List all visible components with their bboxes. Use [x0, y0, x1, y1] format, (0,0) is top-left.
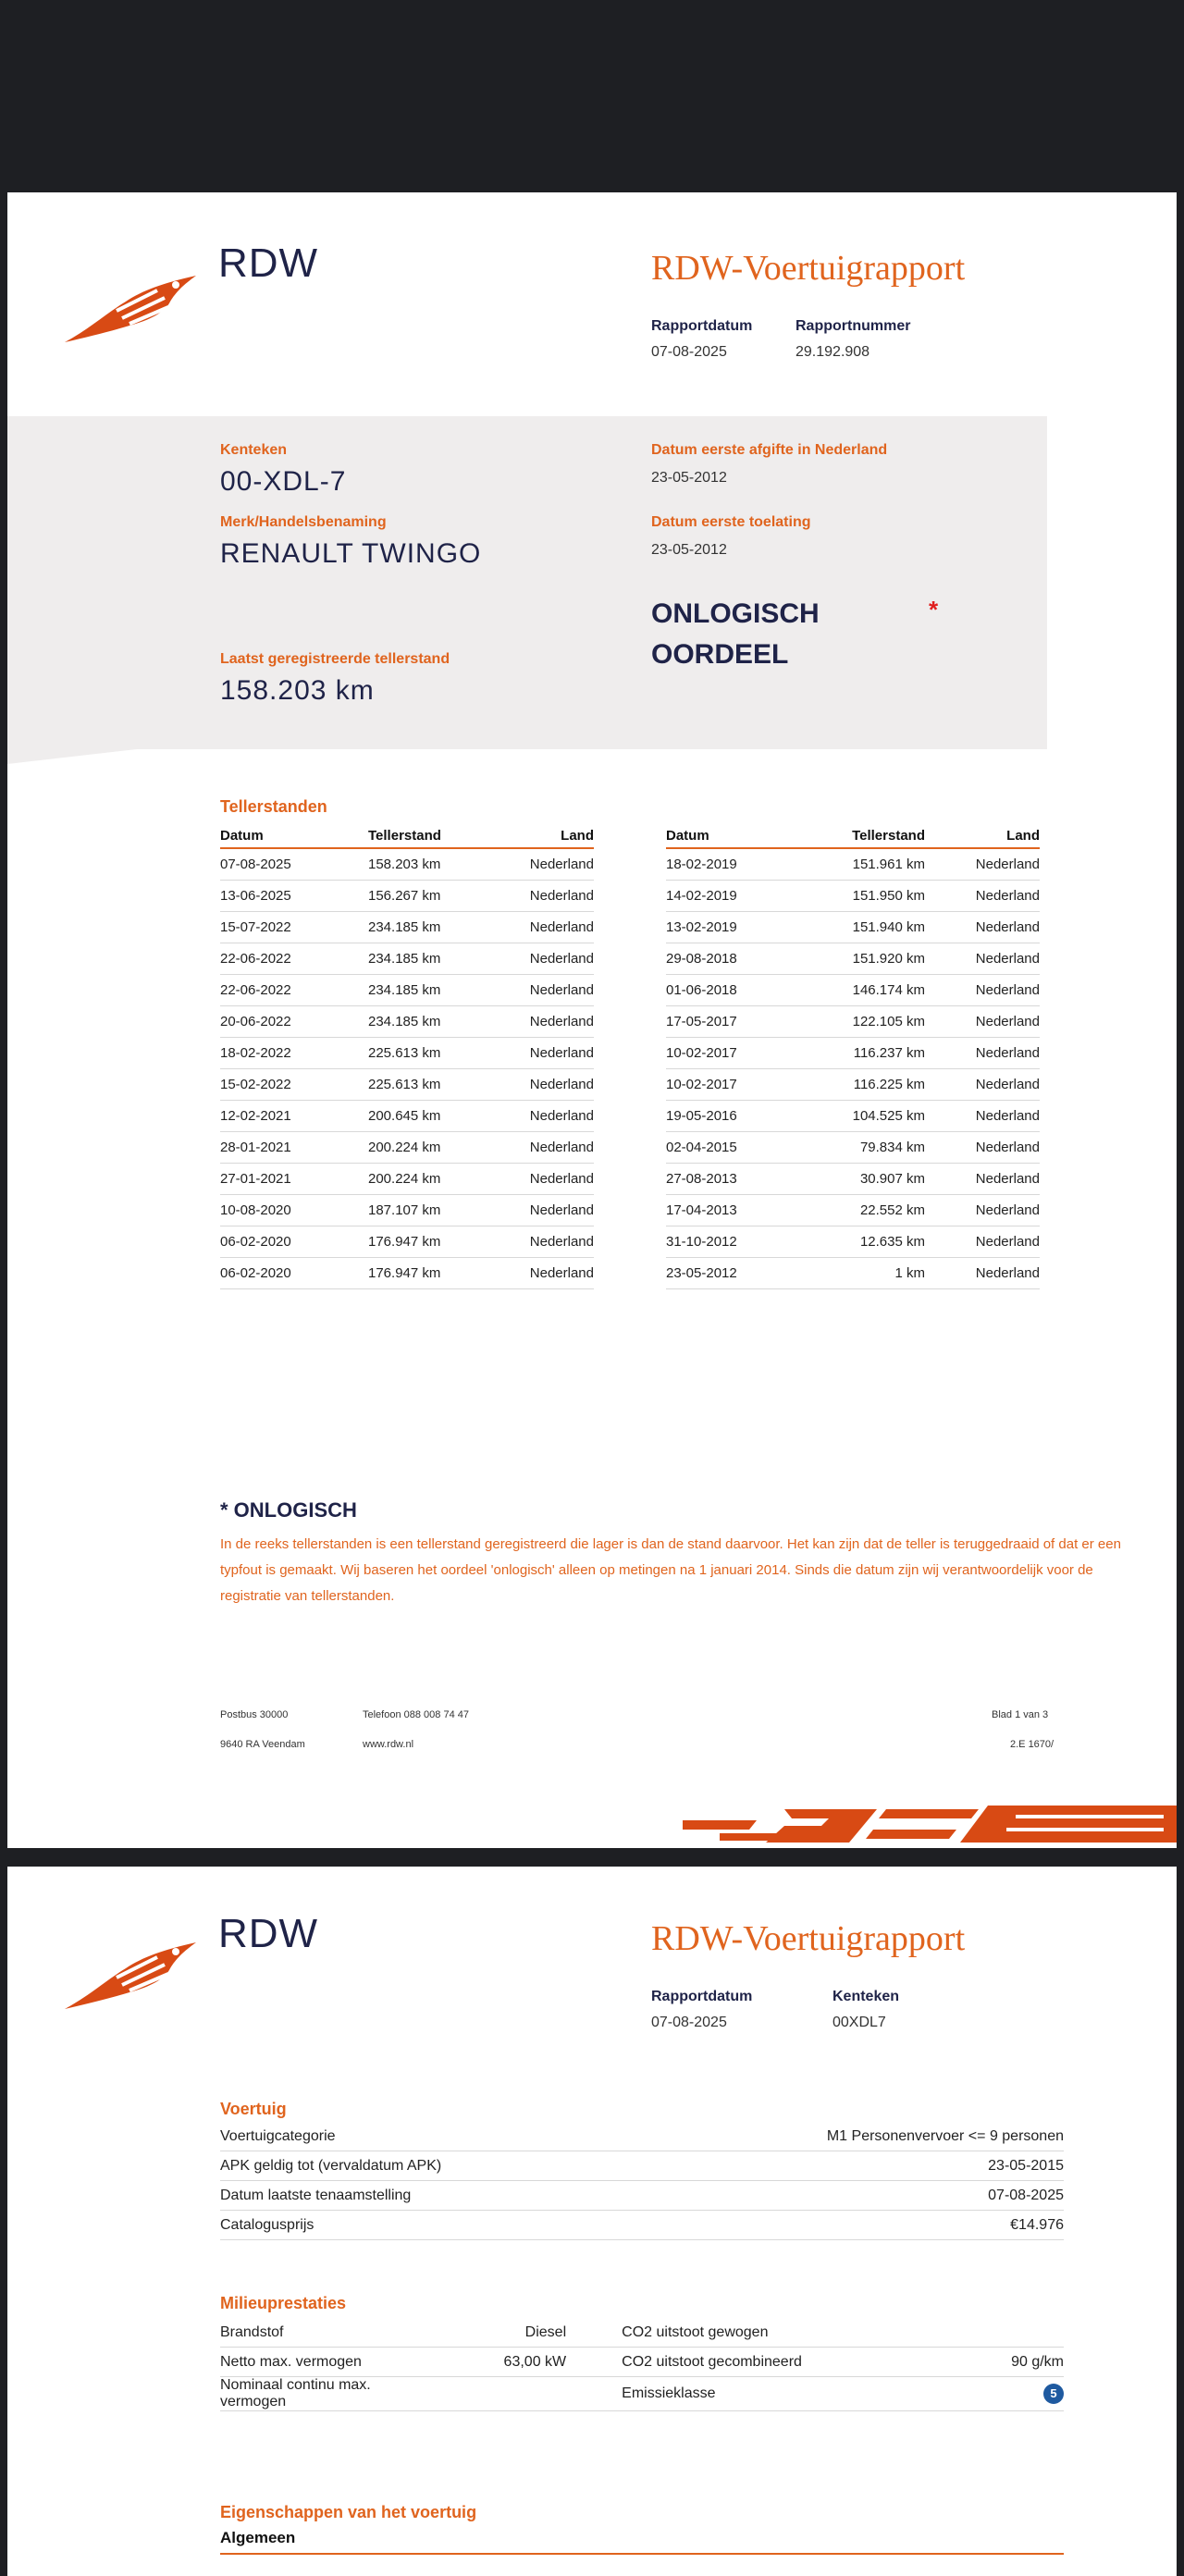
voertuig-key: Datum laatste tenaamstelling	[220, 2181, 627, 2211]
header-land: Land	[925, 823, 1040, 848]
milieu-key-2: CO2 uitstoot gewogen	[566, 2318, 907, 2348]
row-tellerstand: 116.237 km	[805, 1038, 925, 1069]
milieu-key: Netto max. vermogen	[220, 2348, 437, 2377]
rdw-logo-icon	[61, 1931, 200, 2015]
row-tellerstand: 200.224 km	[368, 1164, 488, 1195]
merk-value: RENAULT TWINGO	[220, 538, 482, 569]
row-datum: 17-05-2017	[666, 1006, 805, 1038]
tellerstand-row	[666, 1006, 1040, 1038]
brand-name: RDW	[218, 240, 319, 286]
milieu-value-2	[907, 2377, 1064, 2411]
row-datum: 06-02-2020	[220, 1258, 368, 1289]
tellerstand-row	[220, 1226, 594, 1258]
tellerstand-row	[220, 1038, 594, 1069]
row-datum: 18-02-2019	[666, 848, 805, 881]
row-land: Nederland	[925, 975, 1040, 1006]
tellerstand-row	[666, 975, 1040, 1006]
afgifte-value: 23-05-2012	[651, 470, 727, 486]
milieu-row	[220, 2318, 1064, 2348]
row-land: Nederland	[925, 848, 1040, 881]
toelating-label: Datum eerste toelating	[651, 514, 811, 530]
row-datum: 22-06-2022	[220, 943, 368, 975]
tellerstand-row	[666, 1164, 1040, 1195]
teller-value: 158.203 km	[220, 675, 375, 706]
voertuig-key: Catalogusprijs	[220, 2211, 627, 2240]
row-land: Nederland	[488, 1132, 594, 1164]
row-datum: 20-06-2022	[220, 1006, 368, 1038]
tellerstand-row	[666, 1132, 1040, 1164]
tellerstand-row	[666, 1069, 1040, 1101]
tellerstand-row	[666, 881, 1040, 912]
row-land: Nederland	[488, 1101, 594, 1132]
row-tellerstand: 12.635 km	[805, 1226, 925, 1258]
meta-label-rapportdatum: Rapportdatum	[651, 318, 753, 334]
row-land: Nederland	[925, 1006, 1040, 1038]
tellerstand-row	[220, 881, 594, 912]
tellerstand-row	[220, 975, 594, 1006]
row-tellerstand: 122.105 km	[805, 1006, 925, 1038]
voertuig-key: APK geldig tot (vervaldatum APK)	[220, 2151, 627, 2181]
row-tellerstand: 225.613 km	[368, 1038, 488, 1069]
row-tellerstand: 151.940 km	[805, 912, 925, 943]
row-datum: 15-07-2022	[220, 912, 368, 943]
row-land: Nederland	[488, 943, 594, 975]
milieu-title: Milieuprestaties	[220, 2294, 347, 2312]
row-tellerstand: 156.267 km	[368, 881, 488, 912]
row-datum: 15-02-2022	[220, 1069, 368, 1101]
merk-label: Merk/Handelsbenaming	[220, 514, 387, 530]
note-text: In de reeks tellerstanden is een tellerstand geregistreerd die lager is dan de stand daarvoor. Het kan zijn dat de teller is teruggedraaid of dat er een typfout is gemaakt. Wij baseren het oordeel 'onlogisch' alleen op metingen na 1 januari 2014. Sinds die datum zijn wij verantwoordelijk voor de registratie van tellerstanden.	[220, 1536, 1121, 1604]
row-datum: 17-04-2013	[666, 1195, 805, 1226]
tellerstand-row	[220, 1164, 594, 1195]
row-land: Nederland	[925, 1195, 1040, 1226]
voertuig-value: 23-05-2015	[627, 2151, 1064, 2181]
eigenschappen-title: Eigenschappen van het voertuig	[220, 2503, 477, 2521]
row-tellerstand: 79.834 km	[805, 1132, 925, 1164]
row-tellerstand: 176.947 km	[368, 1226, 488, 1258]
tellerstand-row	[220, 1069, 594, 1101]
tellerstand-row	[220, 1101, 594, 1132]
row-tellerstand: 187.107 km	[368, 1195, 488, 1226]
row-datum: 12-02-2021	[220, 1101, 368, 1132]
row-datum: 02-04-2015	[666, 1132, 805, 1164]
row-datum: 01-06-2018	[666, 975, 805, 1006]
tellerstand-row	[666, 1226, 1040, 1258]
header-tellerstand: Tellerstand	[805, 823, 925, 848]
row-tellerstand: 176.947 km	[368, 1258, 488, 1289]
milieu-row	[220, 2348, 1064, 2377]
row-tellerstand: 22.552 km	[805, 1195, 925, 1226]
tellerstand-row	[666, 1101, 1040, 1132]
tellerstand-row	[666, 1195, 1040, 1226]
footer-blad: Blad 1 van 3	[992, 1709, 1049, 1720]
row-land: Nederland	[488, 1006, 594, 1038]
voertuig-row	[220, 2211, 1064, 2240]
row-datum: 07-08-2025	[220, 848, 368, 881]
milieu-value-2: 90 g/km	[907, 2348, 1064, 2377]
tellerstand-row	[666, 912, 1040, 943]
voertuig-value: €14.976	[627, 2211, 1064, 2240]
report-page-2	[7, 1867, 1177, 2576]
row-datum: 31-10-2012	[666, 1226, 805, 1258]
voertuig-value: M1 Personenvervoer <= 9 personen	[627, 2122, 1064, 2151]
row-land: Nederland	[488, 1069, 594, 1101]
oordeel-line-2: OORDEEL	[651, 639, 789, 670]
rdw-logo-icon	[61, 265, 200, 348]
row-tellerstand: 158.203 km	[368, 848, 488, 881]
tellerstand-row	[220, 1132, 594, 1164]
header-datum: Datum	[220, 823, 368, 848]
header-tellerstand: Tellerstand	[368, 823, 488, 848]
tellerstand-row	[220, 912, 594, 943]
report-page-1	[7, 192, 1177, 1848]
tellerstand-row	[220, 1258, 594, 1289]
report-title: RDW-Voertuigrapport	[651, 1919, 966, 1958]
row-land: Nederland	[925, 912, 1040, 943]
row-datum: 23-05-2012	[666, 1258, 805, 1289]
voertuig-row	[220, 2181, 1064, 2211]
row-tellerstand: 234.185 km	[368, 1006, 488, 1038]
row-tellerstand: 30.907 km	[805, 1164, 925, 1195]
tellerstand-row	[666, 848, 1040, 881]
row-land: Nederland	[925, 1101, 1040, 1132]
row-tellerstand: 104.525 km	[805, 1101, 925, 1132]
voertuig-row	[220, 2122, 1064, 2151]
row-tellerstand: 1 km	[805, 1258, 925, 1289]
row-tellerstand: 151.920 km	[805, 943, 925, 975]
kenteken-value: 00-XDL-7	[220, 466, 347, 497]
row-land: Nederland	[488, 1258, 594, 1289]
meta-value-rapportdatum: 07-08-2025	[651, 2015, 727, 2030]
row-land: Nederland	[925, 1164, 1040, 1195]
tellerstand-row	[220, 848, 594, 881]
row-datum: 14-02-2019	[666, 881, 805, 912]
voertuig-value: 07-08-2025	[627, 2181, 1064, 2211]
kenteken-label: Kenteken	[220, 442, 288, 458]
row-tellerstand: 151.950 km	[805, 881, 925, 912]
oordeel-line-1: ONLOGISCH	[651, 598, 820, 629]
milieu-table	[220, 2318, 1064, 2411]
footer-code: 2.E 1670/	[1010, 1739, 1054, 1750]
meta-value-kenteken: 00XDL7	[832, 2015, 886, 2030]
tellerstand-row	[220, 943, 594, 975]
tellerstanden-table-right	[666, 823, 1040, 1289]
footer-phone: Telefoon 088 008 74 47	[363, 1709, 469, 1720]
row-land: Nederland	[488, 975, 594, 1006]
milieu-key-2: CO2 uitstoot gecombineerd	[566, 2348, 907, 2377]
row-datum: 28-01-2021	[220, 1132, 368, 1164]
row-datum: 06-02-2020	[220, 1226, 368, 1258]
tellerstand-row	[220, 1195, 594, 1226]
row-land: Nederland	[488, 1164, 594, 1195]
note-title: * ONLOGISCH	[220, 1498, 357, 1522]
teller-label: Laatst geregistreerde tellerstand	[220, 651, 450, 667]
footer-city: 9640 RA Veendam	[220, 1739, 305, 1750]
row-tellerstand: 146.174 km	[805, 975, 925, 1006]
row-land: Nederland	[488, 881, 594, 912]
row-tellerstand: 234.185 km	[368, 943, 488, 975]
row-land: Nederland	[925, 1226, 1040, 1258]
row-tellerstand: 151.961 km	[805, 848, 925, 881]
milieu-value	[437, 2377, 566, 2411]
voertuig-table	[220, 2122, 1064, 2240]
row-land: Nederland	[925, 1038, 1040, 1069]
milieu-value-2	[907, 2318, 1064, 2348]
meta-value-rapportnummer: 29.192.908	[796, 344, 870, 360]
row-land: Nederland	[925, 1069, 1040, 1101]
row-land: Nederland	[925, 881, 1040, 912]
row-tellerstand: 234.185 km	[368, 912, 488, 943]
oordeel-asterisk: *	[929, 596, 939, 623]
row-datum: 13-02-2019	[666, 912, 805, 943]
brand-name: RDW	[218, 1911, 319, 1956]
row-tellerstand: 116.225 km	[805, 1069, 925, 1101]
row-land: Nederland	[925, 1132, 1040, 1164]
tellerstand-row	[220, 1006, 594, 1038]
tellerstanden-table-left	[220, 823, 594, 1289]
row-datum: 29-08-2018	[666, 943, 805, 975]
panel-notch	[7, 749, 137, 764]
row-land: Nederland	[488, 912, 594, 943]
row-datum: 10-08-2020	[220, 1195, 368, 1226]
meta-label-rapportnummer: Rapportnummer	[796, 318, 911, 334]
row-datum: 10-02-2017	[666, 1069, 805, 1101]
tellerstand-row	[666, 1038, 1040, 1069]
row-land: Nederland	[488, 848, 594, 881]
tellerstand-row	[666, 1258, 1040, 1289]
row-datum: 22-06-2022	[220, 975, 368, 1006]
row-datum: 13-06-2025	[220, 881, 368, 912]
meta-value-rapportdatum: 07-08-2025	[651, 344, 727, 360]
milieu-key: Brandstof	[220, 2318, 437, 2348]
footer-postbus: Postbus 30000	[220, 1709, 289, 1720]
tellerstanden-title: Tellerstanden	[220, 797, 327, 816]
row-land: Nederland	[488, 1226, 594, 1258]
row-datum: 10-02-2017	[666, 1038, 805, 1069]
voertuig-key: Voertuigcategorie	[220, 2122, 627, 2151]
milieu-row	[220, 2377, 1064, 2411]
algemeen-title: Algemeen	[220, 2529, 296, 2546]
milieu-key-2: Emissieklasse	[566, 2377, 907, 2411]
milieu-value: 63,00 kW	[437, 2348, 566, 2377]
footer-web: www.rdw.nl	[363, 1739, 414, 1750]
meta-label-kenteken: Kenteken	[832, 1989, 900, 2004]
row-land: Nederland	[925, 1258, 1040, 1289]
row-tellerstand: 234.185 km	[368, 975, 488, 1006]
milieu-key: Nominaal continu max. vermogen	[220, 2377, 437, 2411]
row-land: Nederland	[488, 1195, 594, 1226]
row-datum: 18-02-2022	[220, 1038, 368, 1069]
header-land: Land	[488, 823, 594, 848]
row-tellerstand: 200.224 km	[368, 1132, 488, 1164]
row-datum: 19-05-2016	[666, 1101, 805, 1132]
row-tellerstand: 225.613 km	[368, 1069, 488, 1101]
voertuig-row	[220, 2151, 1064, 2181]
voertuig-title: Voertuig	[220, 2100, 287, 2118]
row-land: Nederland	[925, 943, 1040, 975]
row-land: Nederland	[488, 1038, 594, 1069]
milieu-value: Diesel	[437, 2318, 566, 2348]
afgifte-label: Datum eerste afgifte in Nederland	[651, 442, 888, 458]
row-tellerstand: 200.645 km	[368, 1101, 488, 1132]
report-title: RDW-Voertuigrapport	[651, 249, 966, 288]
emissieklasse-badge: 5	[1043, 2384, 1064, 2404]
algemeen-rule	[220, 2553, 1064, 2555]
tellerstand-row	[666, 943, 1040, 975]
meta-label-rapportdatum: Rapportdatum	[651, 1989, 753, 2004]
header-datum: Datum	[666, 823, 805, 848]
summary-panel	[7, 416, 1047, 749]
decorative-stripes	[683, 1802, 1177, 1848]
toelating-value: 23-05-2012	[651, 542, 727, 558]
row-datum: 27-08-2013	[666, 1164, 805, 1195]
row-datum: 27-01-2021	[220, 1164, 368, 1195]
